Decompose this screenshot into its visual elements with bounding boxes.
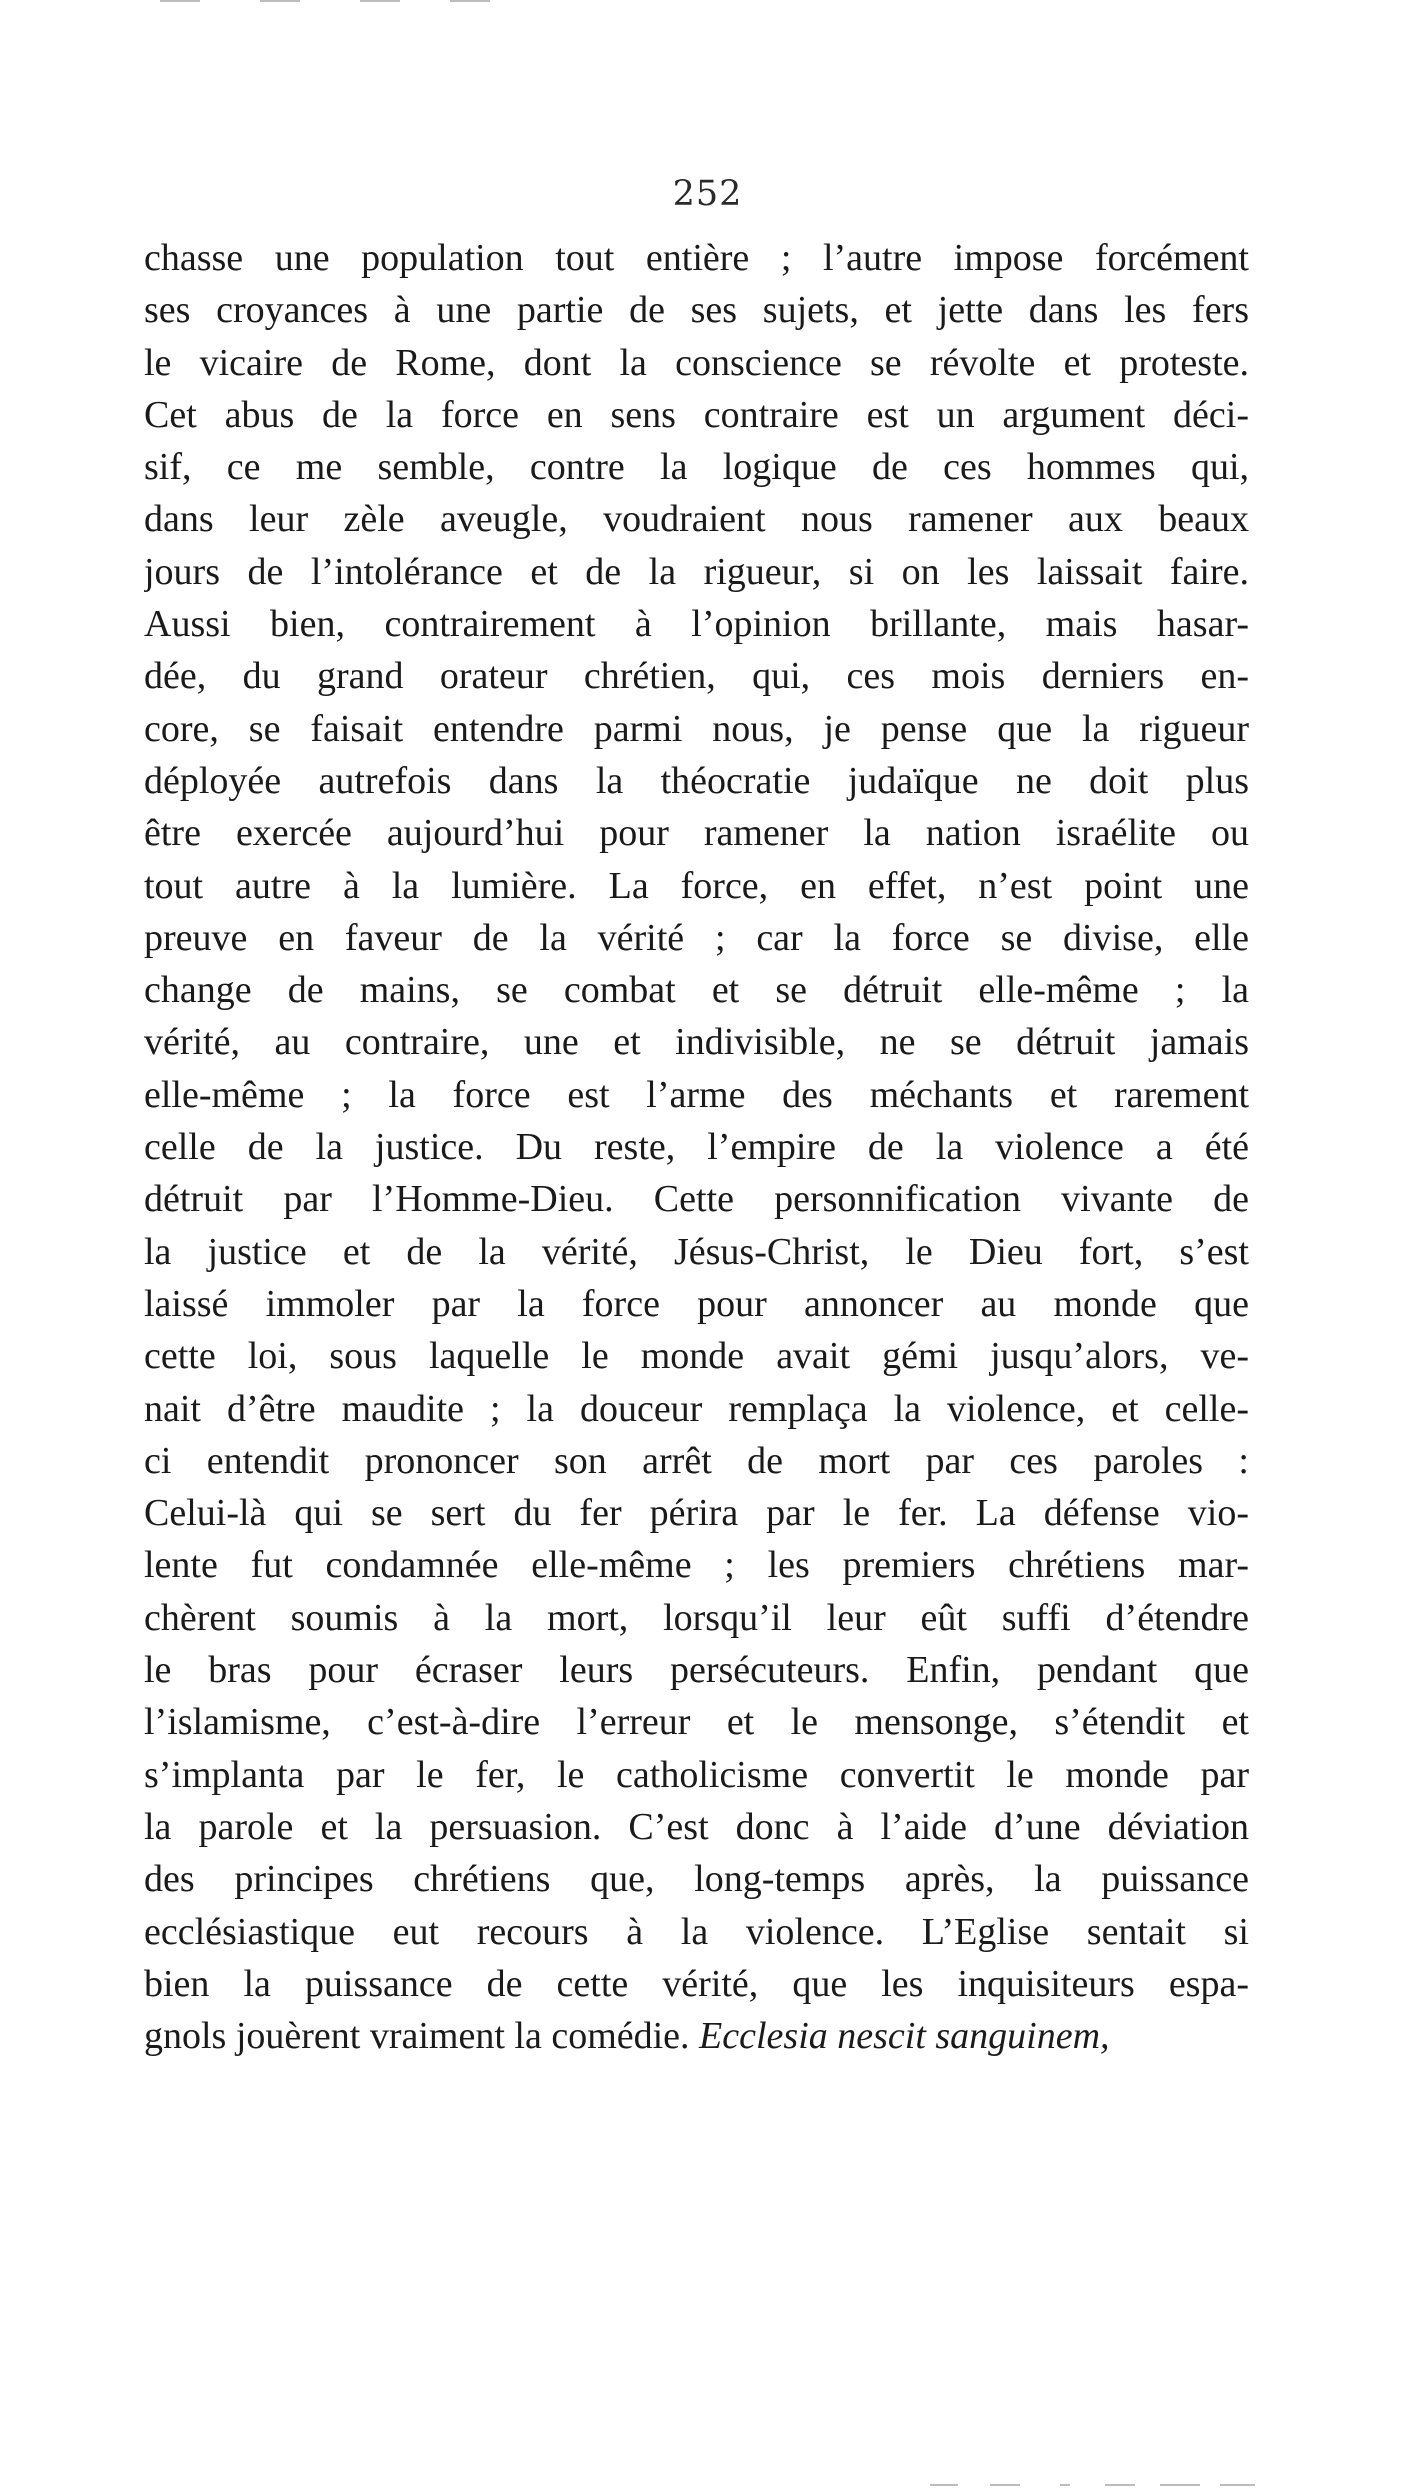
text-line: tout autre à la lumière. La force, en effet, n’est point une bbox=[144, 864, 1249, 907]
text-line: être exercée aujourd’hui pour ramener la nation israélite ou bbox=[144, 812, 1249, 855]
text-line: Cet abus de la force en sens contraire est un argument déci- bbox=[144, 393, 1249, 436]
text-line: déployée autrefois dans la théocratie judaïque ne doit plus bbox=[144, 759, 1249, 802]
text-line: des principes chrétiens que, long-temps après, la puissance bbox=[144, 1858, 1249, 1901]
text-line: chèrent soumis à la mort, lorsqu’il leur eût suffi d’étendre bbox=[144, 1596, 1249, 1639]
last-line-roman: gnols jouèrent vraiment la comédie. bbox=[144, 2015, 700, 2058]
text-line: ecclésiastique eut recours à la violence. L’Eglise sentait si bbox=[144, 1910, 1249, 1953]
text-line: le vicaire de Rome, dont la conscience se révolte et proteste. bbox=[144, 341, 1249, 384]
text-line: la justice et de la vérité, Jésus-Christ, le Dieu fort, s’est bbox=[144, 1230, 1249, 1273]
text-line: détruit par l’Homme-Dieu. Cette personnification vivante de bbox=[144, 1178, 1249, 1221]
text-line: le bras pour écraser leurs persécuteurs. Enfin, pendant que bbox=[144, 1649, 1249, 1692]
text-line: dans leur zèle aveugle, voudraient nous ramener aux beaux bbox=[144, 498, 1249, 541]
text-line: preuve en faveur de la vérité ; car la force se divise, elle bbox=[144, 916, 1249, 959]
text-line: celle de la justice. Du reste, l’empire de la violence a été bbox=[144, 1126, 1249, 1169]
page-number: 252 bbox=[672, 174, 743, 214]
text-line-last bbox=[144, 2010, 1249, 2062]
text-line: ci entendit prononcer son arrêt de mort par ces paroles : bbox=[144, 1439, 1249, 1482]
text-line: core, se faisait entendre parmi nous, je pense que la rigueur bbox=[144, 707, 1249, 750]
text-line: change de mains, se combat et se détruit elle-même ; la bbox=[144, 969, 1249, 1012]
text-line: Aussi bien, contrairement à l’opinion brillante, mais hasar- bbox=[144, 603, 1249, 646]
text-line: laissé immoler par la force pour annoncer au monde que bbox=[144, 1282, 1249, 1325]
page-body-text bbox=[144, 232, 1249, 2062]
text-line: Celui-là qui se sert du fer périra par le fer. La défense vio- bbox=[144, 1492, 1249, 1535]
text-line: s’implanta par le fer, le catholicisme convertit le monde par bbox=[144, 1753, 1249, 1796]
text-line: sif, ce me semble, contre la logique de ces hommes qui, bbox=[144, 446, 1249, 489]
bottom-scan-marks bbox=[930, 2484, 1260, 2488]
text-line: dée, du grand orateur chrétien, qui, ces mois derniers en- bbox=[144, 655, 1249, 698]
text-line: nait d’être maudite ; la douceur remplaça la violence, et celle- bbox=[144, 1387, 1249, 1430]
text-line: chasse une population tout entière ; l’autre impose forcément bbox=[144, 237, 1249, 279]
text-line: cette loi, sous laquelle le monde avait gémi jusqu’alors, ve- bbox=[144, 1335, 1249, 1378]
text-line: ses croyances à une partie de ses sujets, et jette dans les fers bbox=[144, 289, 1249, 332]
text-line: jours de l’intolérance et de la rigueur, si on les laissait faire. bbox=[144, 550, 1249, 593]
top-scan-marks bbox=[160, 0, 500, 4]
text-line: bien la puissance de cette vérité, que les inquisiteurs espa- bbox=[144, 1962, 1249, 2005]
text-line: la parole et la persuasion. C’est donc à l’aide d’une déviation bbox=[144, 1805, 1249, 1848]
text-line: vérité, au contraire, une et indivisible, ne se détruit jamais bbox=[144, 1021, 1249, 1064]
text-line: elle-même ; la force est l’arme des méchants et rarement bbox=[144, 1073, 1249, 1116]
text-line: lente fut condamnée elle-même ; les premiers chrétiens mar- bbox=[144, 1544, 1249, 1587]
latin-quote: Ecclesia nescit sanguinem, bbox=[699, 2015, 1110, 2058]
text-line: l’islamisme, c’est-à-dire l’erreur et le mensonge, s’étendit et bbox=[144, 1701, 1249, 1744]
